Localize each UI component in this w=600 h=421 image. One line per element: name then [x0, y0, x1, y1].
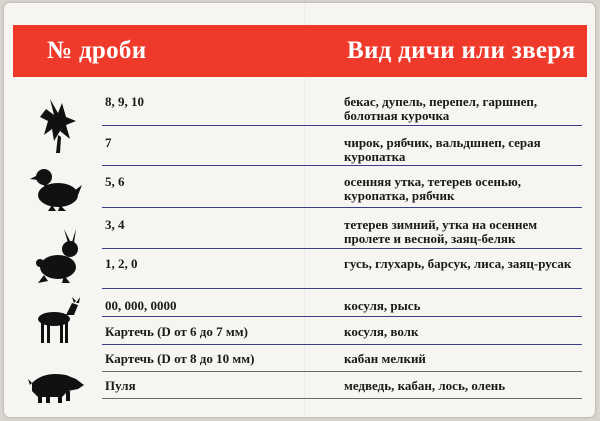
shot-cell: 7: [105, 135, 112, 150]
row-divider: [102, 371, 582, 372]
header-shot-number: № дроби: [47, 37, 147, 64]
row-divider: [102, 316, 582, 317]
game-cell: косуля, рысь: [344, 298, 421, 313]
duck-icon: [30, 165, 82, 211]
game-cell: бекас, дупель, перепел, гаршнеп, болотная курочка: [344, 94, 538, 123]
shot-cell: 5, 6: [105, 174, 125, 189]
table-header: [13, 25, 587, 77]
shot-cell: Картечь (D от 6 до 7 мм): [105, 324, 248, 339]
game-cell: осенняя утка, тетерев осенью, куропатка, рябчик: [344, 174, 522, 203]
row-divider: [102, 398, 582, 399]
hare-icon: [34, 229, 82, 283]
boar-icon: [28, 369, 84, 403]
row-divider: [102, 165, 582, 166]
shot-size-card: [4, 3, 595, 417]
game-cell: косуля, волк: [344, 324, 419, 339]
header-game-type: Вид дичи или зверя: [347, 37, 576, 64]
row-divider: [102, 288, 582, 289]
row-divider: [102, 344, 582, 345]
game-cell: медведь, кабан, лось, олень: [344, 378, 506, 393]
game-cell: гусь, глухарь, барсук, лиса, заяц-русак: [344, 256, 572, 271]
bird-in-flight-icon: [32, 95, 80, 157]
shot-cell: 8, 9, 10: [105, 94, 144, 109]
row-divider: [102, 248, 582, 249]
row-divider: [102, 125, 582, 126]
shot-cell: 00, 000, 0000: [105, 298, 177, 313]
game-cell: чирок, рябчик, вальдшнеп, серая куропатка: [344, 135, 541, 164]
game-cell: кабан мелкий: [344, 351, 426, 366]
shot-cell: Пуля: [105, 378, 136, 393]
shot-cell: 3, 4: [105, 217, 125, 232]
shot-cell: Картечь (D от 8 до 10 мм): [105, 351, 255, 366]
game-cell: тетерев зимний, утка на осеннем пролете и весной, заяц-беляк: [344, 217, 538, 246]
roe-deer-icon: [32, 297, 82, 345]
row-divider: [102, 207, 582, 208]
shot-cell: 1, 2, 0: [105, 256, 138, 271]
